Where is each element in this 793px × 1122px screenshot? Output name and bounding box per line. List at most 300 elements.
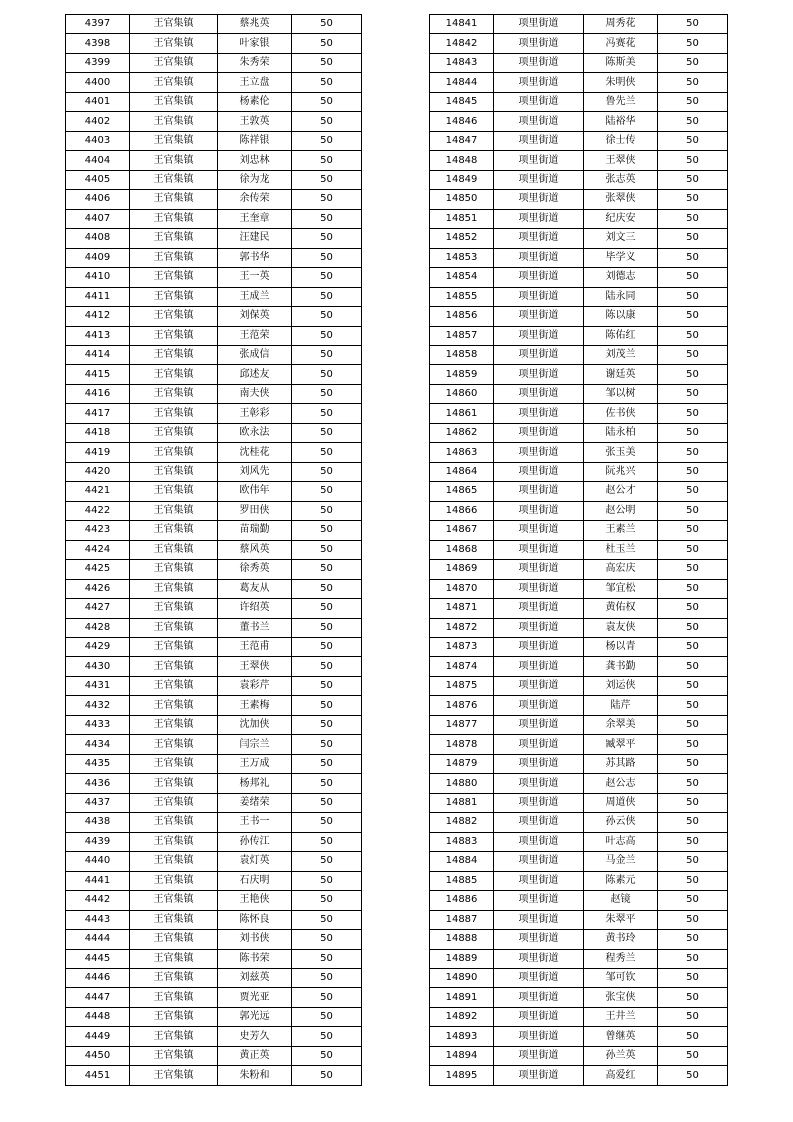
town-cell: 项里街道 [494, 813, 584, 832]
name-cell: 王素兰 [584, 521, 658, 540]
id-cell: 14863 [430, 443, 494, 462]
amount-cell: 50 [292, 15, 362, 34]
name-cell: 杨素伦 [218, 92, 292, 111]
town-cell: 王官集镇 [130, 307, 218, 326]
town-cell: 王官集镇 [130, 151, 218, 170]
amount-cell: 50 [658, 910, 728, 929]
id-cell: 4407 [66, 209, 130, 228]
id-cell: 4416 [66, 384, 130, 403]
roster-table-left [65, 14, 362, 1086]
town-cell: 项里街道 [494, 131, 584, 150]
amount-cell: 50 [658, 521, 728, 540]
amount-cell: 50 [658, 618, 728, 637]
table-row [66, 482, 362, 501]
table-row [66, 618, 362, 637]
town-cell: 项里街道 [494, 482, 584, 501]
table-row [66, 521, 362, 540]
amount-cell: 50 [658, 852, 728, 871]
table-row [66, 501, 362, 520]
amount-cell: 50 [292, 579, 362, 598]
town-cell: 项里街道 [494, 618, 584, 637]
amount-cell: 50 [658, 423, 728, 442]
name-cell: 曾继英 [584, 1027, 658, 1046]
id-cell: 14875 [430, 676, 494, 695]
table-row [66, 170, 362, 189]
table-row [66, 423, 362, 442]
name-cell: 王范荣 [218, 326, 292, 345]
id-cell: 4451 [66, 1066, 130, 1085]
town-cell: 王官集镇 [130, 735, 218, 754]
id-cell: 4433 [66, 715, 130, 734]
id-cell: 14845 [430, 92, 494, 111]
name-cell: 朱粉和 [218, 1066, 292, 1085]
name-cell: 刘兹英 [218, 968, 292, 987]
table-row [66, 579, 362, 598]
table-row [66, 365, 362, 384]
name-cell: 徐为龙 [218, 170, 292, 189]
amount-cell: 50 [658, 248, 728, 267]
table-row [430, 1027, 728, 1046]
table-row [66, 229, 362, 248]
name-cell: 王井兰 [584, 1007, 658, 1026]
id-cell: 4403 [66, 131, 130, 150]
town-cell: 王官集镇 [130, 560, 218, 579]
town-cell: 项里街道 [494, 287, 584, 306]
id-cell: 4404 [66, 151, 130, 170]
amount-cell: 50 [658, 735, 728, 754]
name-cell: 杜玉兰 [584, 540, 658, 559]
table-row [66, 968, 362, 987]
table-row [66, 735, 362, 754]
town-cell: 王官集镇 [130, 676, 218, 695]
name-cell: 闫宗兰 [218, 735, 292, 754]
amount-cell: 50 [658, 871, 728, 890]
name-cell: 黄佑权 [584, 599, 658, 618]
amount-cell: 50 [292, 365, 362, 384]
id-cell: 14889 [430, 949, 494, 968]
name-cell: 赵公才 [584, 482, 658, 501]
table-row [430, 1066, 728, 1085]
name-cell: 刘茂兰 [584, 345, 658, 364]
id-cell: 14841 [430, 15, 494, 34]
name-cell: 刘保英 [218, 307, 292, 326]
id-cell: 4411 [66, 287, 130, 306]
table-row [430, 248, 728, 267]
table-row [430, 229, 728, 248]
table-row [66, 1007, 362, 1026]
table-row [66, 657, 362, 676]
id-cell: 14857 [430, 326, 494, 345]
town-cell: 项里街道 [494, 657, 584, 676]
town-cell: 王官集镇 [130, 521, 218, 540]
id-cell: 14869 [430, 560, 494, 579]
id-cell: 14859 [430, 365, 494, 384]
name-cell: 孙传江 [218, 832, 292, 851]
town-cell: 项里街道 [494, 852, 584, 871]
name-cell: 王万成 [218, 754, 292, 773]
town-cell: 王官集镇 [130, 832, 218, 851]
table-row [430, 852, 728, 871]
name-cell: 王一英 [218, 268, 292, 287]
town-cell: 王官集镇 [130, 501, 218, 520]
town-cell: 王官集镇 [130, 423, 218, 442]
table-row [430, 170, 728, 189]
name-cell: 陆芹 [584, 696, 658, 715]
id-cell: 14852 [430, 229, 494, 248]
table-row [430, 988, 728, 1007]
town-cell: 王官集镇 [130, 930, 218, 949]
town-cell: 项里街道 [494, 268, 584, 287]
name-cell: 陆永同 [584, 287, 658, 306]
town-cell: 王官集镇 [130, 618, 218, 637]
name-cell: 刘运侠 [584, 676, 658, 695]
town-cell: 项里街道 [494, 988, 584, 1007]
town-cell: 王官集镇 [130, 696, 218, 715]
table-row [66, 345, 362, 364]
amount-cell: 50 [292, 1007, 362, 1026]
amount-cell: 50 [658, 268, 728, 287]
amount-cell: 50 [658, 813, 728, 832]
amount-cell: 50 [292, 949, 362, 968]
town-cell: 项里街道 [494, 1027, 584, 1046]
name-cell: 王翠侠 [584, 151, 658, 170]
amount-cell: 50 [658, 73, 728, 92]
amount-cell: 50 [658, 501, 728, 520]
table-row [66, 384, 362, 403]
amount-cell: 50 [292, 423, 362, 442]
amount-cell: 50 [292, 774, 362, 793]
town-cell: 项里街道 [494, 579, 584, 598]
town-cell: 项里街道 [494, 151, 584, 170]
id-cell: 14846 [430, 112, 494, 131]
table-row [430, 482, 728, 501]
town-cell: 王官集镇 [130, 891, 218, 910]
table-row [66, 53, 362, 72]
id-cell: 4444 [66, 930, 130, 949]
town-cell: 王官集镇 [130, 462, 218, 481]
name-cell: 刘风先 [218, 462, 292, 481]
amount-cell: 50 [658, 988, 728, 1007]
amount-cell: 50 [292, 988, 362, 1007]
id-cell: 14877 [430, 715, 494, 734]
id-cell: 4428 [66, 618, 130, 637]
name-cell: 陈祥银 [218, 131, 292, 150]
name-cell: 刘忠林 [218, 151, 292, 170]
id-cell: 14879 [430, 754, 494, 773]
name-cell: 孙兰英 [584, 1046, 658, 1065]
town-cell: 王官集镇 [130, 53, 218, 72]
amount-cell: 50 [292, 229, 362, 248]
table-row [66, 774, 362, 793]
amount-cell: 50 [658, 715, 728, 734]
name-cell: 刘书侠 [218, 930, 292, 949]
amount-cell: 50 [658, 229, 728, 248]
table-row [430, 910, 728, 929]
id-cell: 4412 [66, 307, 130, 326]
table-row [430, 501, 728, 520]
id-cell: 14853 [430, 248, 494, 267]
amount-cell: 50 [658, 345, 728, 364]
table-row [430, 715, 728, 734]
id-cell: 14870 [430, 579, 494, 598]
town-cell: 王官集镇 [130, 774, 218, 793]
town-cell: 项里街道 [494, 560, 584, 579]
town-cell: 项里街道 [494, 1066, 584, 1085]
id-cell: 14847 [430, 131, 494, 150]
town-cell: 王官集镇 [130, 170, 218, 189]
town-cell: 王官集镇 [130, 793, 218, 812]
table-row [66, 326, 362, 345]
amount-cell: 50 [292, 443, 362, 462]
id-cell: 14862 [430, 423, 494, 442]
amount-cell: 50 [658, 15, 728, 34]
name-cell: 王素梅 [218, 696, 292, 715]
town-cell: 项里街道 [494, 754, 584, 773]
table-row [430, 365, 728, 384]
id-cell: 14849 [430, 170, 494, 189]
table-row [66, 1046, 362, 1065]
name-cell: 王彰彩 [218, 404, 292, 423]
name-cell: 赵公明 [584, 501, 658, 520]
town-cell: 王官集镇 [130, 949, 218, 968]
table-row [430, 287, 728, 306]
amount-cell: 50 [658, 34, 728, 53]
amount-cell: 50 [292, 735, 362, 754]
id-cell: 4441 [66, 871, 130, 890]
amount-cell: 50 [292, 73, 362, 92]
town-cell: 项里街道 [494, 209, 584, 228]
amount-cell: 50 [658, 793, 728, 812]
name-cell: 纪庆安 [584, 209, 658, 228]
amount-cell: 50 [292, 112, 362, 131]
amount-cell: 50 [292, 657, 362, 676]
name-cell: 王范甫 [218, 638, 292, 657]
table-row [430, 871, 728, 890]
id-cell: 14895 [430, 1066, 494, 1085]
town-cell: 项里街道 [494, 462, 584, 481]
amount-cell: 50 [658, 443, 728, 462]
name-cell: 叶志高 [584, 832, 658, 851]
table-row [430, 112, 728, 131]
table-row [66, 307, 362, 326]
amount-cell: 50 [292, 190, 362, 209]
id-cell: 4427 [66, 599, 130, 618]
id-cell: 4421 [66, 482, 130, 501]
table-row [430, 813, 728, 832]
amount-cell: 50 [292, 638, 362, 657]
name-cell: 欧伟年 [218, 482, 292, 501]
town-cell: 项里街道 [494, 599, 584, 618]
id-cell: 14891 [430, 988, 494, 1007]
amount-cell: 50 [292, 910, 362, 929]
amount-cell: 50 [658, 676, 728, 695]
name-cell: 欧永法 [218, 423, 292, 442]
id-cell: 4432 [66, 696, 130, 715]
town-cell: 王官集镇 [130, 384, 218, 403]
name-cell: 赵公志 [584, 774, 658, 793]
amount-cell: 50 [658, 209, 728, 228]
amount-cell: 50 [658, 190, 728, 209]
name-cell: 许绍英 [218, 599, 292, 618]
id-cell: 4417 [66, 404, 130, 423]
amount-cell: 50 [292, 326, 362, 345]
town-cell: 王官集镇 [130, 287, 218, 306]
table-row [66, 92, 362, 111]
town-cell: 王官集镇 [130, 365, 218, 384]
table-row [66, 1027, 362, 1046]
name-cell: 王艳侠 [218, 891, 292, 910]
table-row [66, 248, 362, 267]
table-row [66, 404, 362, 423]
name-cell: 陆永柏 [584, 423, 658, 442]
table-row [430, 443, 728, 462]
name-cell: 蔡风英 [218, 540, 292, 559]
table-row [430, 15, 728, 34]
id-cell: 4400 [66, 73, 130, 92]
id-cell: 14873 [430, 638, 494, 657]
name-cell: 刘文三 [584, 229, 658, 248]
town-cell: 王官集镇 [130, 599, 218, 618]
table-row [66, 73, 362, 92]
table-row [430, 462, 728, 481]
name-cell: 南夫侠 [218, 384, 292, 403]
id-cell: 14842 [430, 34, 494, 53]
town-cell: 王官集镇 [130, 112, 218, 131]
id-cell: 4438 [66, 813, 130, 832]
id-cell: 14871 [430, 599, 494, 618]
name-cell: 沈加侠 [218, 715, 292, 734]
town-cell: 王官集镇 [130, 268, 218, 287]
id-cell: 4430 [66, 657, 130, 676]
id-cell: 4397 [66, 15, 130, 34]
id-cell: 14893 [430, 1027, 494, 1046]
amount-cell: 50 [292, 53, 362, 72]
amount-cell: 50 [658, 832, 728, 851]
amount-cell: 50 [658, 1007, 728, 1026]
town-cell: 王官集镇 [130, 852, 218, 871]
amount-cell: 50 [292, 793, 362, 812]
amount-cell: 50 [292, 832, 362, 851]
name-cell: 邹以树 [584, 384, 658, 403]
id-cell: 14883 [430, 832, 494, 851]
town-cell: 项里街道 [494, 307, 584, 326]
id-cell: 14851 [430, 209, 494, 228]
id-cell: 14872 [430, 618, 494, 637]
table-row [430, 949, 728, 968]
table-row [66, 34, 362, 53]
table-row [430, 131, 728, 150]
town-cell: 王官集镇 [130, 404, 218, 423]
town-cell: 王官集镇 [130, 73, 218, 92]
name-cell: 臧翠平 [584, 735, 658, 754]
amount-cell: 50 [292, 521, 362, 540]
town-cell: 项里街道 [494, 774, 584, 793]
name-cell: 陈佑红 [584, 326, 658, 345]
name-cell: 董书兰 [218, 618, 292, 637]
table-row [66, 696, 362, 715]
id-cell: 4410 [66, 268, 130, 287]
amount-cell: 50 [658, 404, 728, 423]
id-cell: 14881 [430, 793, 494, 812]
amount-cell: 50 [658, 1027, 728, 1046]
name-cell: 杨邦礼 [218, 774, 292, 793]
id-cell: 4431 [66, 676, 130, 695]
amount-cell: 50 [658, 112, 728, 131]
name-cell: 石庆明 [218, 871, 292, 890]
amount-cell: 50 [292, 968, 362, 987]
id-cell: 14855 [430, 287, 494, 306]
id-cell: 4440 [66, 852, 130, 871]
table-row [430, 793, 728, 812]
name-cell: 袁灯英 [218, 852, 292, 871]
amount-cell: 50 [658, 170, 728, 189]
amount-cell: 50 [658, 930, 728, 949]
id-cell: 14848 [430, 151, 494, 170]
table-row [430, 53, 728, 72]
amount-cell: 50 [292, 1046, 362, 1065]
town-cell: 项里街道 [494, 365, 584, 384]
id-cell: 14886 [430, 891, 494, 910]
amount-cell: 50 [292, 131, 362, 150]
id-cell: 14887 [430, 910, 494, 929]
id-cell: 4424 [66, 540, 130, 559]
table-row [66, 268, 362, 287]
amount-cell: 50 [292, 813, 362, 832]
id-cell: 4425 [66, 560, 130, 579]
table-row [66, 209, 362, 228]
table-row [430, 676, 728, 695]
town-cell: 项里街道 [494, 229, 584, 248]
id-cell: 4399 [66, 53, 130, 72]
name-cell: 龚书勤 [584, 657, 658, 676]
table-row [430, 599, 728, 618]
amount-cell: 50 [292, 151, 362, 170]
id-cell: 14874 [430, 657, 494, 676]
id-cell: 4445 [66, 949, 130, 968]
id-cell: 4420 [66, 462, 130, 481]
town-cell: 王官集镇 [130, 638, 218, 657]
town-cell: 项里街道 [494, 73, 584, 92]
amount-cell: 50 [292, 618, 362, 637]
id-cell: 4436 [66, 774, 130, 793]
table-row [430, 521, 728, 540]
name-cell: 徐秀英 [218, 560, 292, 579]
name-cell: 陈斯美 [584, 53, 658, 72]
id-cell: 14850 [430, 190, 494, 209]
id-cell: 4437 [66, 793, 130, 812]
name-cell: 徐士传 [584, 131, 658, 150]
amount-cell: 50 [292, 891, 362, 910]
name-cell: 郭光远 [218, 1007, 292, 1026]
table-row [430, 560, 728, 579]
town-cell: 王官集镇 [130, 910, 218, 929]
id-cell: 4414 [66, 345, 130, 364]
amount-cell: 50 [292, 1027, 362, 1046]
id-cell: 4450 [66, 1046, 130, 1065]
table-row [430, 404, 728, 423]
table-row [430, 92, 728, 111]
town-cell: 项里街道 [494, 326, 584, 345]
table-row [66, 462, 362, 481]
name-cell: 朱秀荣 [218, 53, 292, 72]
town-cell: 项里街道 [494, 501, 584, 520]
name-cell: 张成信 [218, 345, 292, 364]
amount-cell: 50 [292, 754, 362, 773]
id-cell: 14865 [430, 482, 494, 501]
town-cell: 项里街道 [494, 540, 584, 559]
table-row [430, 696, 728, 715]
town-cell: 项里街道 [494, 696, 584, 715]
